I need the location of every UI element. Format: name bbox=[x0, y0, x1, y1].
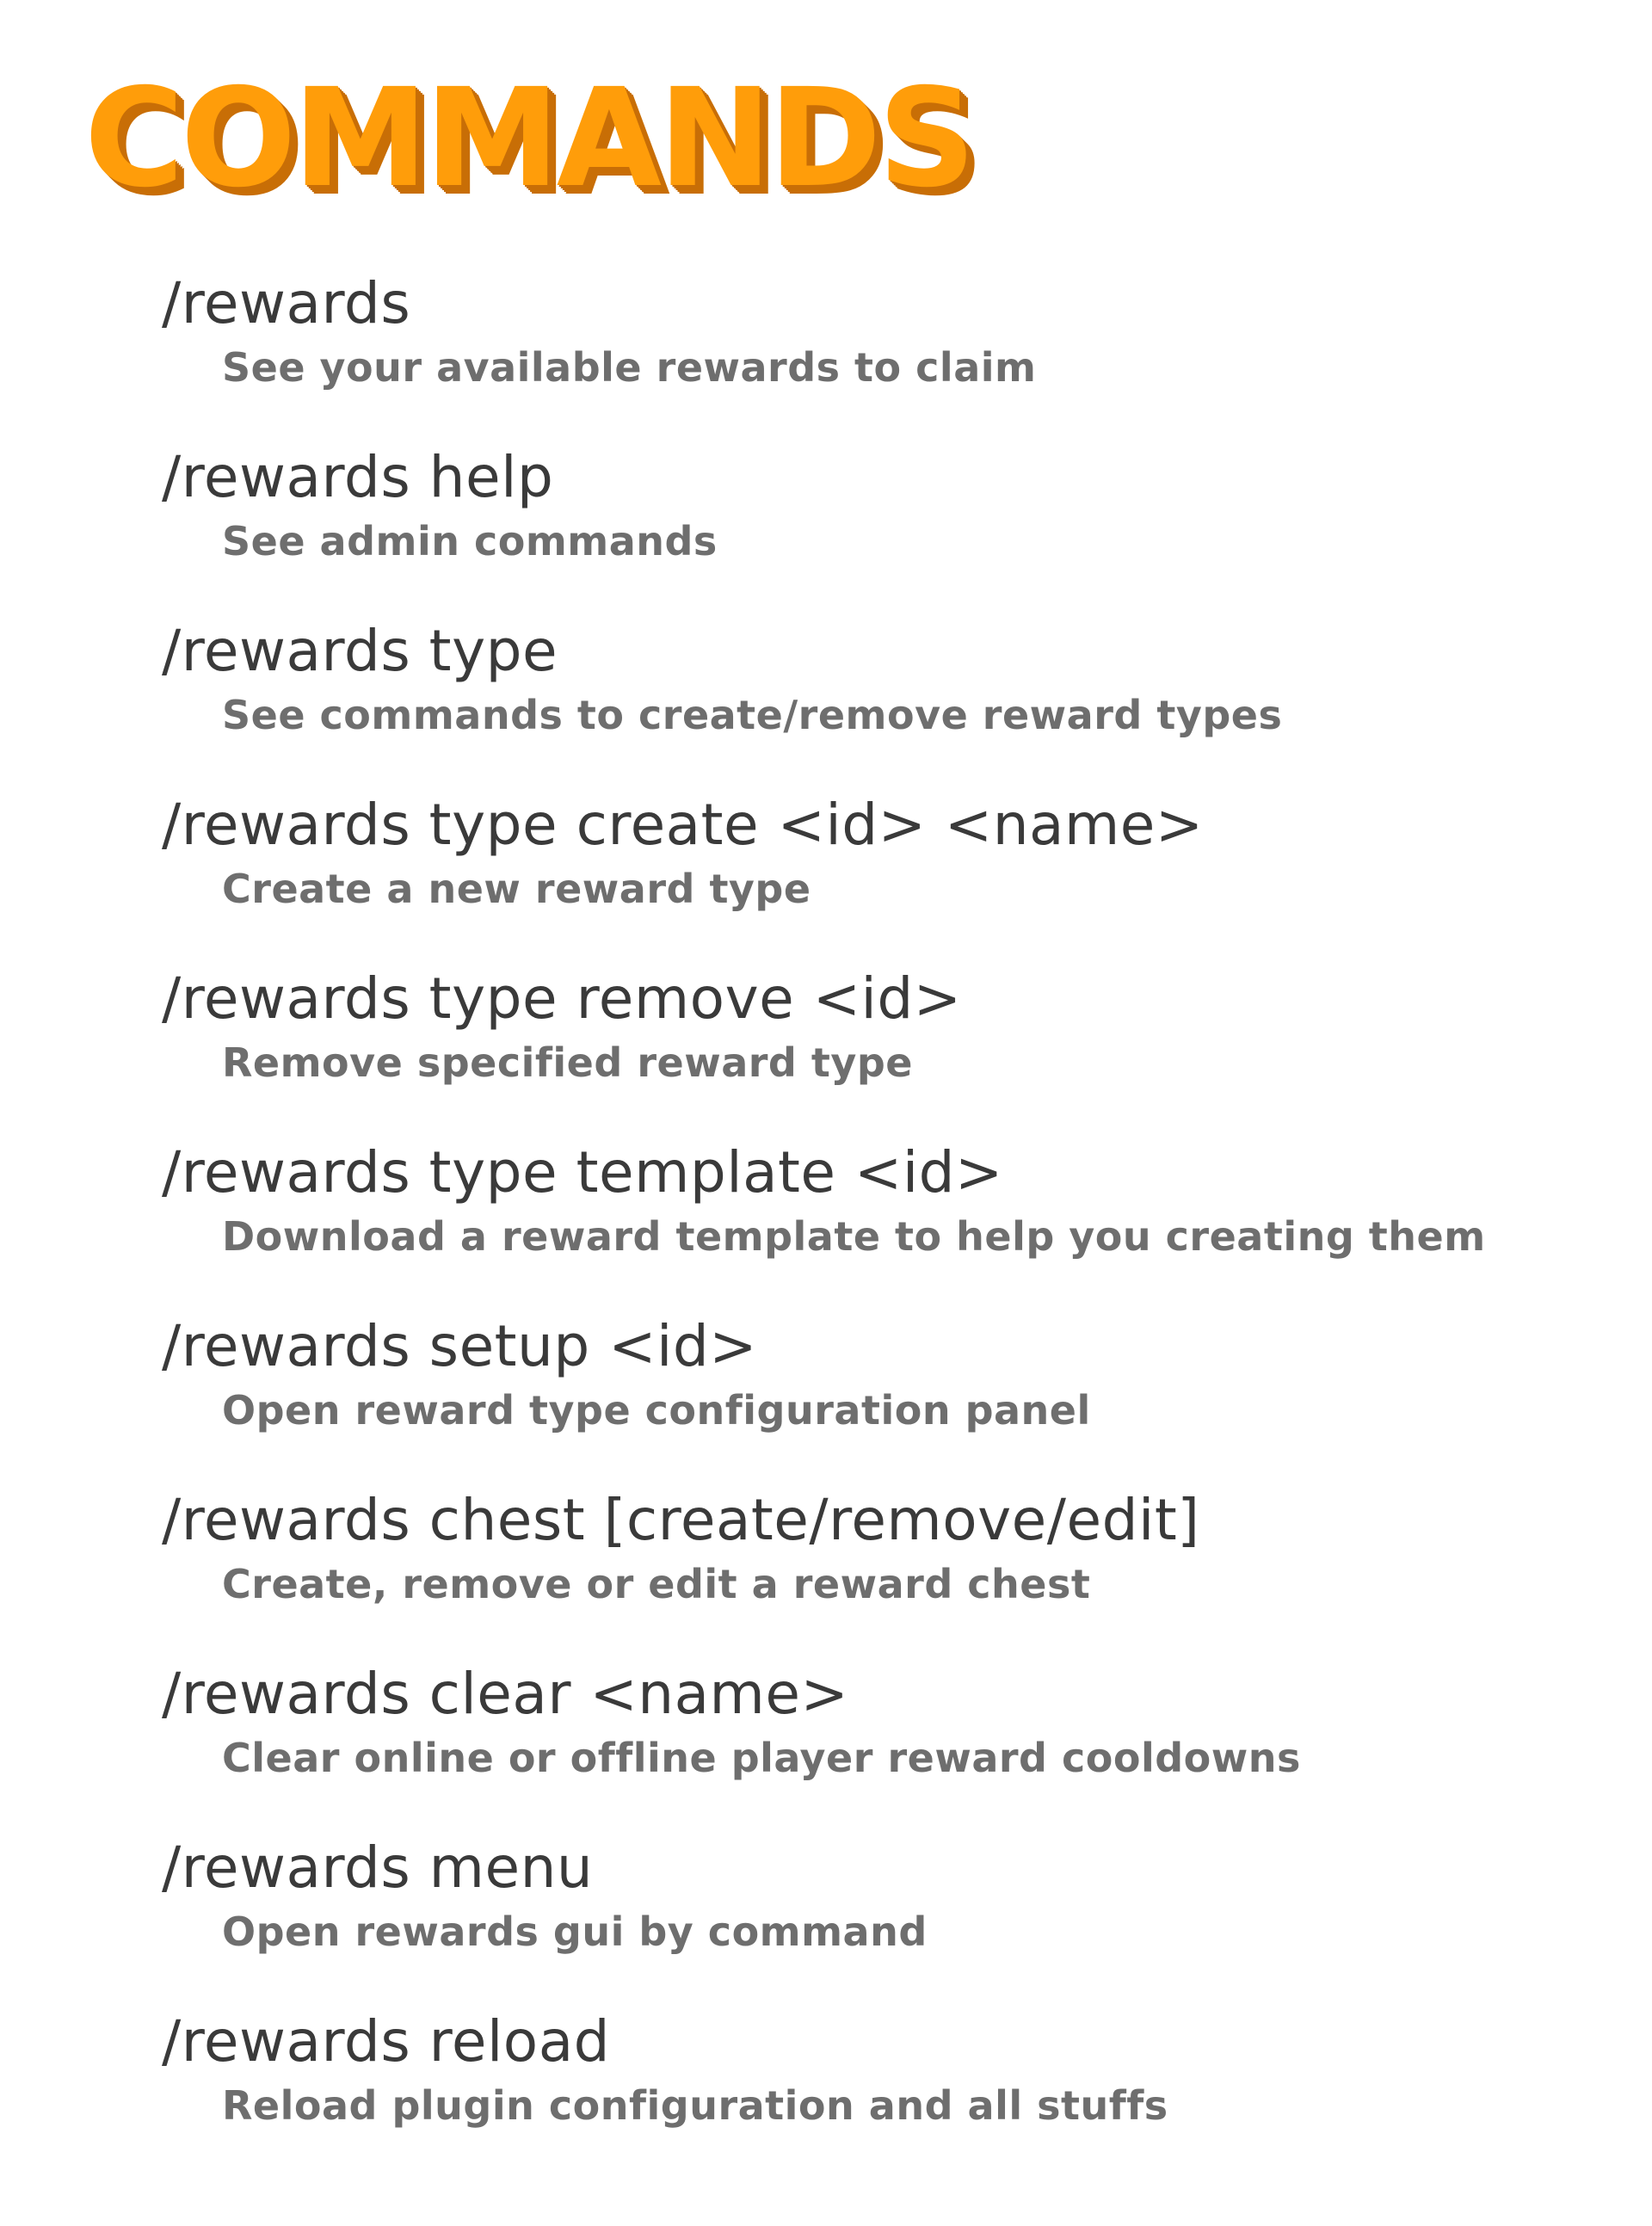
command-name: /rewards type remove <id> bbox=[162, 965, 962, 1032]
command-name: /rewards clear <name> bbox=[162, 1661, 849, 1727]
command-name: /rewards bbox=[162, 270, 411, 336]
command-description: Reload plugin configuration and all stuffs bbox=[222, 2082, 1168, 2129]
command-description: Create a new reward type bbox=[222, 866, 811, 912]
command-name: /rewards help bbox=[162, 444, 554, 510]
command-description: Clear online or offline player reward cooldowns bbox=[222, 1735, 1301, 1781]
command-description: Open rewards gui by command bbox=[222, 1908, 928, 1955]
command-description: See your available rewards to claim bbox=[222, 344, 1037, 391]
command-description: Download a reward template to help you creating them bbox=[222, 1213, 1486, 1260]
command-item bbox=[0, 444, 1652, 621]
command-item bbox=[0, 1487, 1652, 1664]
command-item bbox=[0, 1313, 1652, 1490]
command-description: Remove specified reward type bbox=[222, 1039, 913, 1086]
page-title: COMMANDS bbox=[84, 59, 973, 218]
command-item bbox=[0, 965, 1652, 1143]
command-item bbox=[0, 1139, 1652, 1316]
command-name: /rewards setup <id> bbox=[162, 1313, 758, 1379]
command-item bbox=[0, 1661, 1652, 1838]
command-item bbox=[0, 270, 1652, 447]
command-description: See commands to create/remove reward types bbox=[222, 692, 1283, 738]
command-name: /rewards chest [create/remove/edit] bbox=[162, 1487, 1200, 1553]
command-description: Open reward type configuration panel bbox=[222, 1387, 1091, 1434]
command-name: /rewards menu bbox=[162, 1834, 594, 1901]
command-name: /rewards type create <id> <name> bbox=[162, 792, 1204, 858]
command-item bbox=[0, 1834, 1652, 2012]
command-name: /rewards reload bbox=[162, 2008, 611, 2075]
command-name: /rewards type bbox=[162, 618, 558, 684]
command-item bbox=[0, 2008, 1652, 2186]
command-item bbox=[0, 618, 1652, 795]
command-name: /rewards type template <id> bbox=[162, 1139, 1003, 1205]
command-description: See admin commands bbox=[222, 518, 718, 564]
command-description: Create, remove or edit a reward chest bbox=[222, 1561, 1091, 1607]
command-item bbox=[0, 792, 1652, 969]
